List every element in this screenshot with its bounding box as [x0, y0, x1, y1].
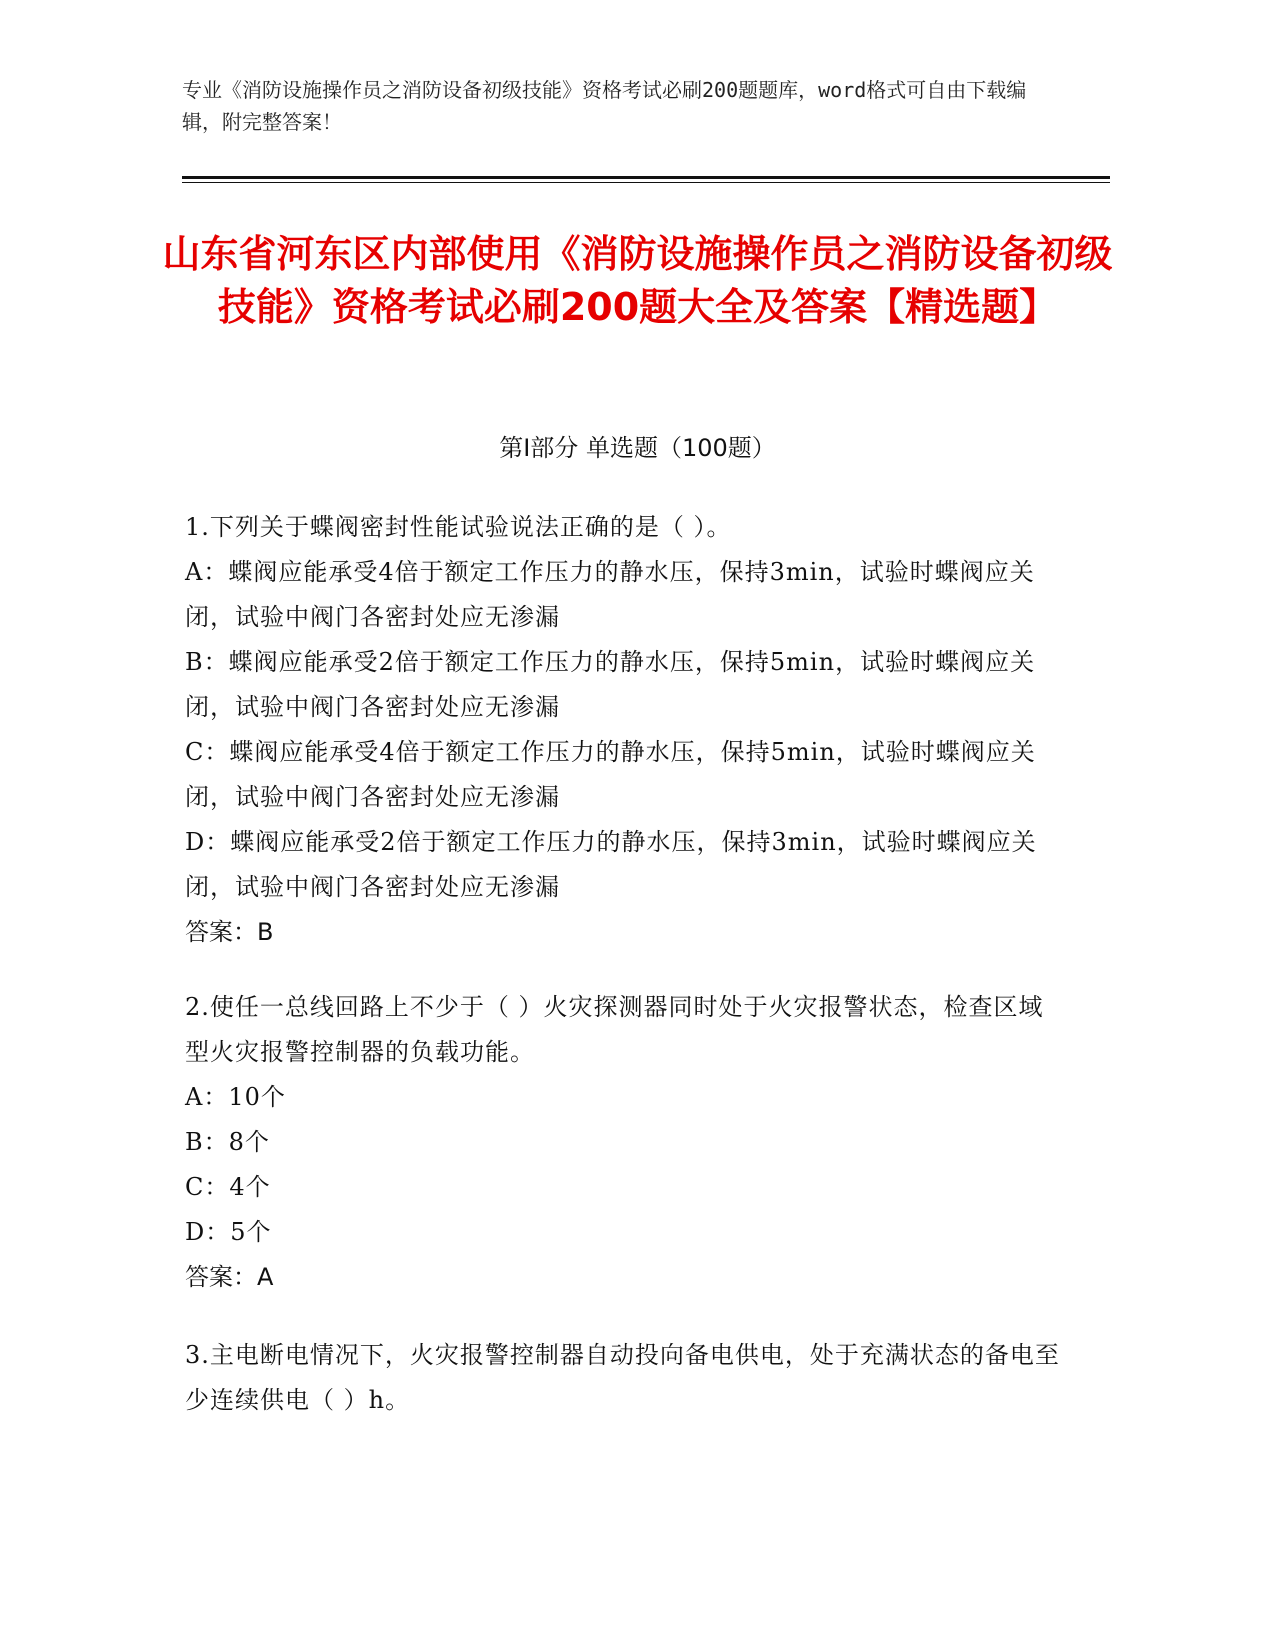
question-2: [185, 985, 1065, 1300]
header-note: 专业《消防设施操作员之消防设备初级技能》资格考试必刷200题题库，word格式可自由下载编辑，附完整答案！: [182, 78, 1027, 134]
option-c: C：蝶阀应能承受4倍于额定工作压力的静水压，保持5min，试验时蝶阀应关闭，试验中阀门各密封处应无渗漏: [185, 738, 1036, 811]
option-d: D：5个: [185, 1218, 272, 1246]
answer: 答案：B: [185, 918, 274, 946]
option-a: A：10个: [185, 1083, 286, 1111]
section-heading: 第I部分 单选题（100题）: [499, 434, 776, 462]
option-b: B：8个: [185, 1128, 270, 1156]
question-stem: 2.使任一总线回路上不少于（ ）火灾探测器同时处于火灾报警状态，检查区域型火灾报警控制器的负载功能。: [185, 993, 1044, 1066]
answer: 答案：A: [185, 1263, 274, 1291]
document-title: 山东省河东区内部使用《消防设施操作员之消防设备初级技能》资格考试必刷200题大全及答案【精选题】: [162, 232, 1113, 329]
header-rule-thick: [182, 176, 1110, 179]
option-b: B：蝶阀应能承受2倍于额定工作压力的静水压，保持5min，试验时蝶阀应关闭，试验中阀门各密封处应无渗漏: [185, 648, 1036, 721]
option-c: C：4个: [185, 1173, 271, 1201]
option-a: A：蝶阀应能承受4倍于额定工作压力的静水压，保持3min，试验时蝶阀应关闭，试验中阀门各密封处应无渗漏: [185, 558, 1035, 631]
header-rule-thin: [182, 182, 1110, 183]
question-stem: 3.主电断电情况下，火灾报警控制器自动投向备电供电，处于充满状态的备电至少连续供电（ ）h。: [185, 1341, 1060, 1414]
question-1: [185, 505, 1065, 955]
option-d: D：蝶阀应能承受2倍于额定工作压力的静水压，保持3min，试验时蝶阀应关闭，试验中阀门各密封处应无渗漏: [185, 828, 1037, 901]
question-3: [185, 1333, 1065, 1423]
question-stem: 1.下列关于蝶阀密封性能试验说法正确的是（ ）。: [185, 513, 732, 541]
